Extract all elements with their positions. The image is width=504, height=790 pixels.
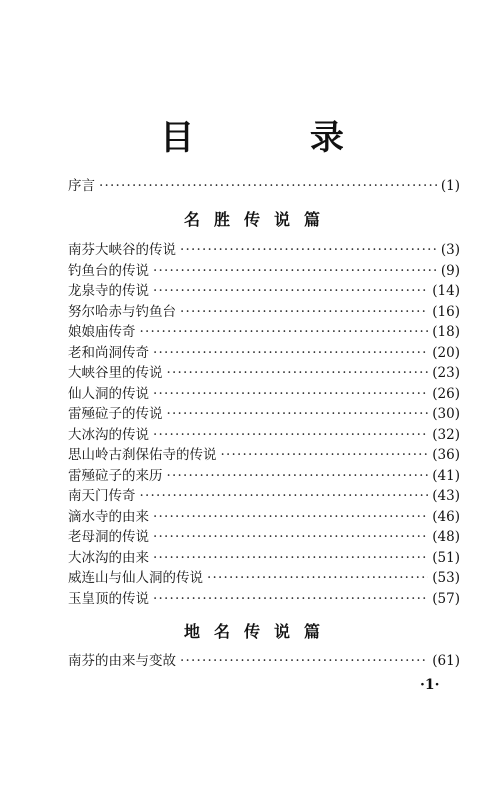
dot-leader (153, 384, 428, 404)
toc-entry-label: 序言 (68, 178, 95, 194)
dot-leader (153, 589, 428, 609)
toc-entry-page: (23) (432, 365, 460, 381)
dot-leader (153, 527, 428, 547)
toc-entry[interactable] (68, 527, 460, 547)
toc-entry-page: (48) (432, 529, 460, 545)
toc-entry[interactable] (68, 343, 460, 363)
dot-leader (153, 343, 428, 363)
toc-entry-page: (57) (432, 591, 460, 607)
toc-entry[interactable] (68, 445, 460, 465)
toc-entry-label: 仙人洞的传说 (68, 386, 149, 402)
toc-entry[interactable] (68, 322, 460, 342)
toc-entry[interactable] (68, 363, 460, 383)
toc-entry[interactable] (68, 302, 460, 322)
toc-entry-label: 大冰沟的传说 (68, 427, 149, 443)
toc-entry-label: 威连山与仙人洞的传说 (68, 570, 203, 586)
toc-entry-label: 雷殛砬子的传说 (68, 406, 163, 422)
toc-entry-page: (3) (440, 242, 460, 258)
toc-entry[interactable] (68, 240, 460, 260)
dot-leader (207, 568, 428, 588)
toc-entry[interactable] (68, 384, 460, 404)
dot-leader (140, 322, 429, 342)
toc-entry-label: 努尔哈赤与钓鱼台 (68, 304, 176, 320)
page-title: 目 录 (160, 118, 396, 158)
page-number: ·1· (420, 677, 440, 693)
toc-entry-label: 老和尚洞传奇 (68, 345, 149, 361)
toc-entry[interactable] (68, 507, 460, 527)
dot-leader (153, 548, 428, 568)
toc-entry-label: 南芬大峡谷的传说 (68, 242, 176, 258)
dot-leader (153, 261, 437, 281)
toc-entry[interactable] (68, 425, 460, 445)
toc-entry[interactable] (68, 589, 460, 609)
toc-entry-page: (32) (432, 427, 460, 443)
toc-entry-label: 南天门传奇 (68, 488, 136, 504)
dot-leader (167, 363, 429, 383)
toc-entry-label: 玉皇顶的传说 (68, 591, 149, 607)
dot-leader (221, 445, 429, 465)
toc-entry-preface[interactable] (68, 176, 460, 196)
toc-entry[interactable] (68, 486, 460, 506)
dot-leader (180, 302, 428, 322)
toc-entry-page: (43) (432, 488, 460, 504)
toc-entry-label: 思山岭古刹保佑寺的传说 (68, 447, 217, 463)
toc-entry-label: 龙泉寺的传说 (68, 283, 149, 299)
section-heading-scenic-legends: 名胜传说篇 (183, 210, 334, 229)
toc-entry-label: 雷殛砬子的来历 (68, 468, 163, 484)
toc-entry-page: (1) (440, 178, 460, 194)
dot-leader (167, 466, 429, 486)
toc-entry-page: (26) (432, 386, 460, 402)
toc-entry[interactable] (68, 261, 460, 281)
toc-entry-label: 老母洞的传说 (68, 529, 149, 545)
toc-entry-page: (61) (432, 653, 460, 669)
toc-entry-page: (20) (432, 345, 460, 361)
dot-leader (99, 176, 437, 196)
dot-leader (140, 486, 429, 506)
toc-entry-label: 娘娘庙传奇 (68, 324, 136, 340)
toc-entry[interactable] (68, 548, 460, 568)
toc-entry-page: (41) (432, 468, 460, 484)
toc-entry[interactable] (68, 281, 460, 301)
dot-leader (153, 507, 428, 527)
dot-leader (153, 281, 428, 301)
toc-entry-page: (51) (432, 550, 460, 566)
toc-entry-page: (36) (432, 447, 460, 463)
toc-entry-page: (53) (432, 570, 460, 586)
toc-entry-label: 南芬的由来与变故 (68, 653, 176, 669)
dot-leader (167, 404, 429, 424)
toc-entry-page: (9) (440, 263, 460, 279)
toc-entry[interactable] (68, 651, 460, 671)
toc-entry-page: (14) (432, 283, 460, 299)
toc-entry[interactable] (68, 568, 460, 588)
toc-entry-label: 大冰沟的由来 (68, 550, 149, 566)
toc-entry-label: 滴水寺的由来 (68, 509, 149, 525)
toc-entry[interactable] (68, 466, 460, 486)
toc-entry-page: (16) (432, 304, 460, 320)
dot-leader (153, 425, 428, 445)
dot-leader (180, 240, 437, 260)
toc-entry-label: 钓鱼台的传说 (68, 263, 149, 279)
toc-entry-page: (30) (432, 406, 460, 422)
toc-entry[interactable] (68, 404, 460, 424)
toc-entry-page: (18) (432, 324, 460, 340)
dot-leader (180, 651, 428, 671)
toc-entry-page: (46) (432, 509, 460, 525)
toc-entry-label: 大峡谷里的传说 (68, 365, 163, 381)
section-heading-place-name-legends: 地名传说篇 (183, 622, 334, 641)
